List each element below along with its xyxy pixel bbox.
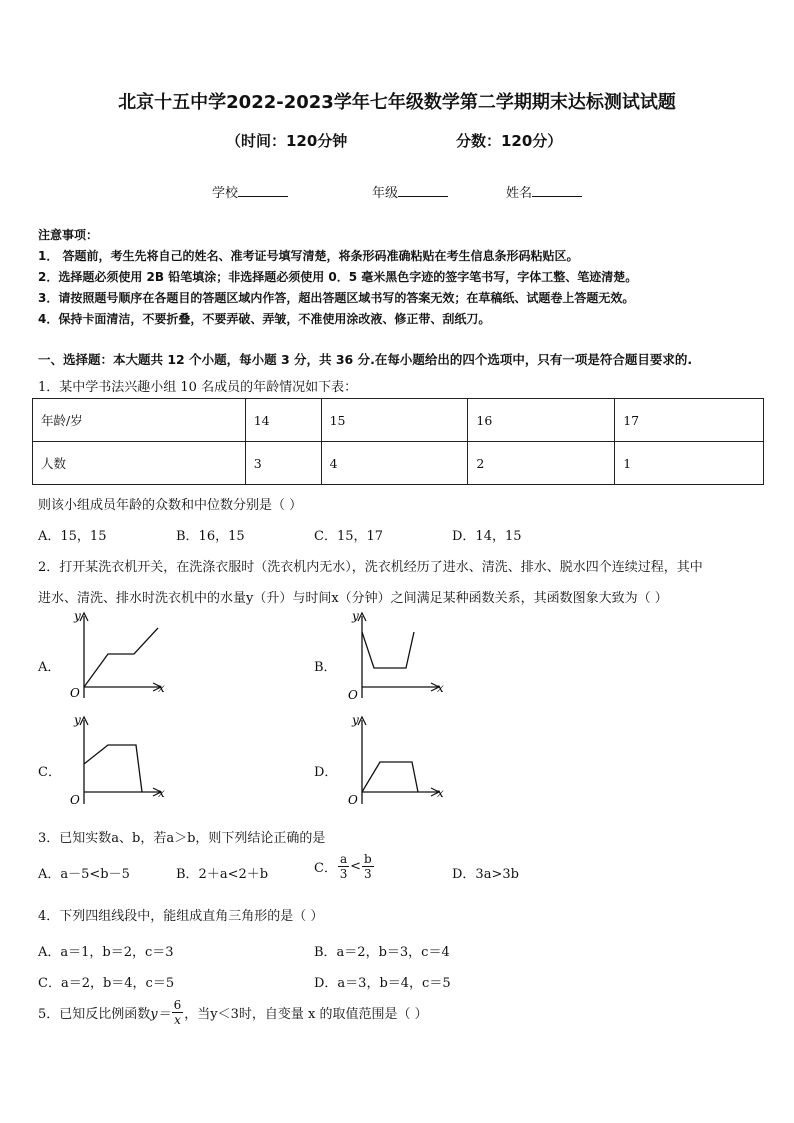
age-table <box>32 398 764 485</box>
x-label: x <box>437 786 444 800</box>
origin-label: O <box>70 793 80 807</box>
q2-option-b[interactable]: B． <box>314 660 337 675</box>
grade-blank[interactable] <box>398 184 448 197</box>
table-cell: 2 <box>468 442 615 485</box>
q1-stem: 1．某中学书法兴趣小组 10 名成员的年龄情况如下表： <box>38 380 358 395</box>
exam-score: 分数：120分） <box>456 132 563 150</box>
y-label: y <box>352 609 359 623</box>
origin-label: O <box>348 688 358 702</box>
q2-option-c[interactable]: C． <box>38 765 61 780</box>
y-label: y <box>74 713 81 727</box>
table-cell: 人数 <box>33 442 246 485</box>
x-label: x <box>158 681 165 695</box>
q1-option-b[interactable]: B．16，15 <box>176 529 245 544</box>
q4-stem: 4．下列四组线段中，能组成直角三角形的是（ ） <box>38 909 324 924</box>
notice-item: 4．保持卡面清洁，不要折叠，不要弄破、弄皱，不准使用涂改液、修正带、刮纸刀。 <box>38 312 491 326</box>
numerator: b <box>364 852 372 866</box>
curve <box>362 632 414 668</box>
graph-b <box>340 608 450 708</box>
table-cell: 4 <box>321 442 468 485</box>
curve <box>84 745 142 792</box>
y-label: y <box>74 609 81 623</box>
operator: < <box>350 859 362 874</box>
grade-field <box>372 182 448 201</box>
notice-item: 1． 答题前，考生先将自己的姓名、准考证号填写清楚，将条形码准确粘贴在考生信息条形码粘贴区。 <box>38 249 579 263</box>
q3-option-c-label: C． <box>314 861 337 876</box>
table-cell: 15 <box>321 399 468 442</box>
notice-heading: 注意事项： <box>38 228 99 242</box>
denominator: 3 <box>364 867 372 881</box>
fraction <box>338 852 349 881</box>
q5-stem <box>38 998 428 1027</box>
q1-option-d[interactable]: D．14，15 <box>452 529 522 544</box>
denominator: 3 <box>339 867 348 881</box>
q3-option-a[interactable]: A．a－5<b－5 <box>38 867 130 882</box>
school-field <box>212 182 288 201</box>
name-label: 姓名 <box>506 186 533 201</box>
fraction <box>362 852 374 881</box>
q3-stem: 3．已知实数a、b，若a＞b，则下列结论正确的是 <box>38 831 326 846</box>
curve <box>362 762 418 792</box>
table-cell: 16 <box>468 399 615 442</box>
q3-option-c[interactable] <box>314 852 375 881</box>
q3-option-b[interactable]: B．2＋a<2＋b <box>176 867 269 882</box>
origin-label: O <box>70 686 80 700</box>
table-cell: 14 <box>245 399 321 442</box>
notice-item: 2．选择题必须使用 2B 铅笔填涂；非选择题必须使用 0．5 毫米黑色字迹的签字笔书写，字体工整、笔迹清楚。 <box>38 270 638 284</box>
fraction <box>172 998 184 1027</box>
name-blank[interactable] <box>532 184 582 197</box>
graph-d <box>340 712 450 812</box>
section-heading: 一、选择题：本大题共 12 个小题，每小题 3 分，共 36 分.在每小题给出的四个选项中，只有一项是符合题目要求的. <box>38 352 693 367</box>
q1-option-c[interactable]: C．15，17 <box>314 529 384 544</box>
q5-function: y＝ <box>150 1007 171 1022</box>
table-row <box>33 399 764 442</box>
x-label: x <box>437 681 444 695</box>
name-field <box>506 182 582 201</box>
q3-option-d[interactable]: D．3a>3b <box>452 867 519 882</box>
table-cell: 17 <box>615 399 764 442</box>
q2-line1: 2．打开某洗衣机开关，在洗涤衣服时（洗衣机内无水），洗衣机经历了进水、清洗、排水、脱水四个连续过程，其中 <box>38 560 703 575</box>
table-cell: 年龄/岁 <box>33 399 246 442</box>
page-title: 北京十五中学2022-2023学年七年级数学第二学期期末达标测试试题 <box>118 92 676 113</box>
x-label: x <box>158 786 165 800</box>
q4-option-a[interactable]: A．a＝1，b＝2，c＝3 <box>38 945 174 960</box>
q2-option-a[interactable]: A． <box>38 660 61 675</box>
table-row <box>33 442 764 485</box>
school-blank[interactable] <box>238 184 288 197</box>
denominator: x <box>174 1013 181 1027</box>
q5-suffix: ，当y＜3时，自变量 x 的取值范围是（ ） <box>184 1007 428 1022</box>
school-label: 学校 <box>212 186 239 201</box>
numerator: a <box>339 852 348 866</box>
grade-label: 年级 <box>372 186 399 201</box>
y-label: y <box>352 713 359 727</box>
numerator: 6 <box>173 998 182 1012</box>
graph-c <box>60 712 170 812</box>
table-cell: 3 <box>245 442 321 485</box>
notice-item: 3．请按照题号顺序在各题目的答题区域内作答，超出答题区域书写的答案无效；在草稿纸、试题卷上答题无效。 <box>38 291 635 305</box>
q4-option-c[interactable]: C．a＝2，b＝4，c＝5 <box>38 976 175 991</box>
q1-option-a[interactable]: A．15，15 <box>38 529 107 544</box>
graph-a <box>60 608 170 708</box>
q4-option-d[interactable]: D．a＝3，b＝4，c＝5 <box>314 976 451 991</box>
q2-line2: 进水、清洗、排水时洗衣机中的水量y（升）与时间x（分钟）之间满足某种函数关系，其函数图象大致为（ ） <box>38 591 668 606</box>
curve <box>84 628 158 687</box>
exam-time: （时间：120分钟 <box>226 132 348 150</box>
q2-option-d[interactable]: D． <box>314 765 338 780</box>
q4-option-b[interactable]: B．a＝2，b＝3，c＝4 <box>314 945 450 960</box>
origin-label: O <box>348 793 358 807</box>
q1-question: 则该小组成员年龄的众数和中位数分别是（ ） <box>38 498 303 513</box>
table-cell: 1 <box>615 442 764 485</box>
q5-prefix: 5．已知反比例函数 <box>38 1007 151 1022</box>
